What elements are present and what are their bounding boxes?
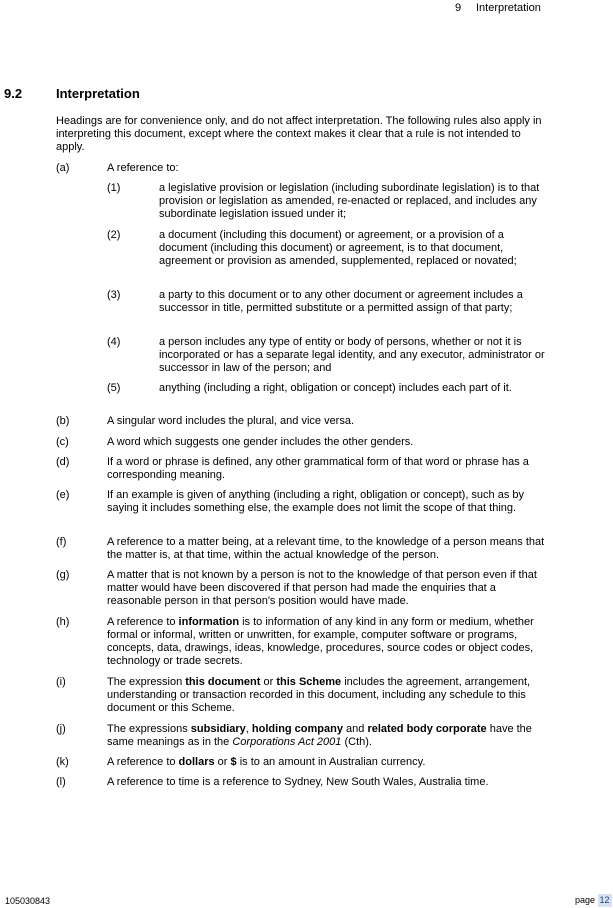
page-number: 12 [599, 895, 610, 905]
clause-f [56, 536, 548, 562]
defined-term: subsidiary [190, 723, 246, 735]
clause-e [56, 489, 548, 515]
clause-label: (a) [56, 162, 70, 174]
defined-term: dollars [178, 756, 215, 768]
clause-label: (g) [56, 569, 70, 581]
defined-term: holding company [251, 723, 343, 735]
clause-text: A matter that is not known by a person is not to the knowledge of that person even if that matter would have been discovered if that person had made the enquiries that a reasonable person in that person's position would have made. [107, 569, 537, 607]
clause-label: (j) [56, 723, 66, 735]
subclause-text: a person includes any type of entity or body of persons, whether or not it is incorporated or has a separate legal identity, and any executor, administrator or successor in law of the person; and [159, 336, 545, 374]
subclause-text: a legislative provision or legislation (including subordinate legislation) is to that provision or legislation as amended, re-enacted or replaced, and includes any subordinate legislation issued under it; [159, 182, 540, 220]
clause-b [56, 415, 548, 428]
defined-term: $ [230, 756, 237, 768]
subclause-label: (2) [107, 229, 121, 241]
clause-text [107, 676, 547, 715]
subclause-5 [107, 382, 547, 395]
clause-l [56, 776, 548, 789]
clause-label: (f) [56, 536, 67, 548]
defined-term: related body corporate [367, 723, 487, 735]
text-run: or [214, 756, 231, 768]
clause-label: (c) [56, 436, 69, 448]
text-run: The expression [107, 676, 186, 688]
section-heading [4, 87, 140, 100]
text-run: The expressions [107, 723, 191, 735]
subclause-label: (4) [107, 336, 121, 348]
clause-text [107, 756, 547, 769]
clause-text: A word which suggests one gender includes the other genders. [107, 436, 414, 448]
text-run: is to information of any kind in any form or medium, whether formal or informal, written or unwritten, for example, computer software or programs, concepts, data, drawings, ideas, knowledge, procedures, source codes or object codes, technology or trade secrets. [107, 616, 534, 667]
text-run: and [342, 723, 368, 735]
subclause-label: (1) [107, 182, 121, 194]
clause-text: A reference to a matter being, at a relevant time, to the knowledge of a person means that the matter is, at that time, within the actual knowledge of the person. [107, 536, 545, 561]
clause-text: A reference to time is a reference to Sydney, New South Wales, Australia time. [107, 776, 489, 788]
clause-c [56, 436, 548, 449]
clause-h [56, 616, 548, 668]
subclause-text: a document (including this document) or agreement, or a provision of a document (including this document) or agreement, is to that document, agreement or provision as amended, supplemented, replaced or novated; [159, 229, 517, 267]
text-run: A reference to [107, 616, 179, 628]
page-label: page [575, 895, 596, 905]
header-section-title: Interpretation [476, 2, 541, 14]
subclause-3 [107, 289, 547, 315]
text-run: , [245, 723, 252, 735]
clause-text: If an example is given of anything (including a right, obligation or concept), such as by saying it includes something else, the example does not limit the scope of that thing. [107, 489, 525, 514]
clause-text [107, 723, 547, 749]
section-number: 9.2 [4, 86, 23, 101]
section-title: Interpretation [56, 86, 140, 101]
subclause-label: (3) [107, 289, 121, 301]
clause-label: (i) [56, 676, 66, 688]
clause-text: If a word or phrase is defined, any other grammatical form of that word or phrase has a corresponding meaning. [107, 456, 529, 481]
clause-text: A singular word includes the plural, and vice versa. [107, 415, 355, 427]
subclause-4 [107, 336, 547, 375]
statute-name: Corporations Act 2001 [232, 736, 342, 748]
text-run: (Cth). [341, 736, 372, 748]
clause-a [56, 162, 548, 175]
defined-term: this Scheme [276, 676, 342, 688]
subclause-1 [107, 182, 547, 221]
running-header [455, 2, 541, 15]
header-section-number: 9 [455, 2, 462, 14]
clause-k [56, 756, 548, 769]
clause-label: (e) [56, 489, 70, 501]
text-run: or [260, 676, 277, 688]
subclause-label: (5) [107, 382, 121, 394]
clause-text: A reference to: [107, 162, 179, 174]
subclause-text: a party to this document or to any other document or agreement includes a successor in title, permitted substitute or a permitted assign of that party; [159, 289, 523, 314]
clause-label: (b) [56, 415, 70, 427]
intro-paragraph: Headings are for convenience only, and do not affect interpretation. The following rules also apply in interpreting this document, except where the context makes it clear that a rule is not intended to apply. [56, 115, 542, 153]
defined-term: this document [185, 676, 261, 688]
text-run: A reference to [107, 756, 179, 768]
clause-i [56, 676, 548, 715]
text-run: includes the agreement, arrangement, understanding or transaction recorded in this document, including any schedule to this document or this Scheme. [107, 676, 531, 714]
clause-j [56, 723, 548, 749]
subclause-text: anything (including a right, obligation or concept) includes each part of it. [159, 382, 512, 394]
clause-label: (d) [56, 456, 70, 468]
clause-label: (k) [56, 756, 69, 768]
clause-label: (h) [56, 616, 70, 628]
clause-text [107, 616, 547, 668]
page-indicator [575, 894, 612, 907]
document-id: 105030843 [5, 896, 51, 906]
clause-d [56, 456, 548, 482]
text-run: have the same meanings as in the [107, 723, 532, 748]
defined-term: information [178, 616, 240, 628]
clause-label: (l) [56, 776, 66, 788]
subclause-2 [107, 229, 547, 268]
text-run: is to an amount in Australian currency. [236, 756, 426, 768]
clause-g [56, 569, 548, 608]
